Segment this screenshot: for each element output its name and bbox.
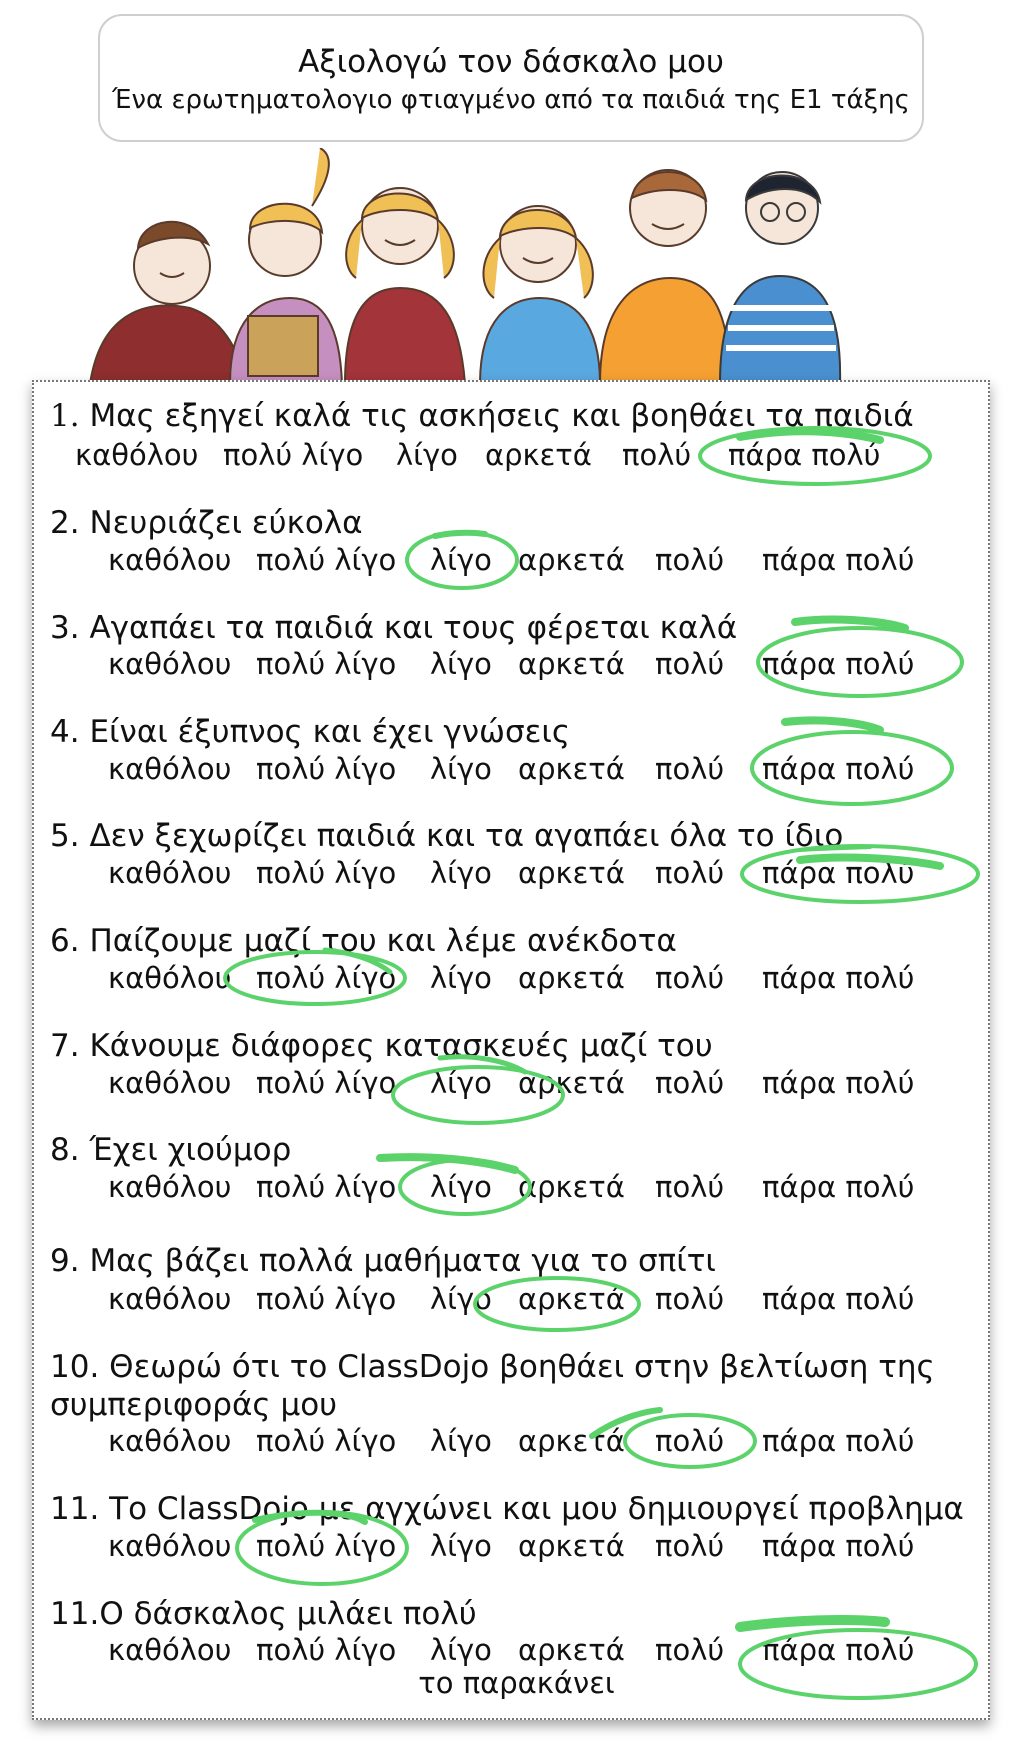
question-10-text: 10. Θεωρώ ότι το ClassDojo βοηθάει στην βελτίωση της xyxy=(50,1349,935,1385)
option-very-much[interactable]: πάρα πολύ xyxy=(762,1282,915,1316)
option-very-little[interactable]: πολύ λίγο xyxy=(256,1633,397,1667)
option-little[interactable]: λίγο xyxy=(396,438,458,472)
question-12-note: το παρακάνει xyxy=(418,1666,615,1700)
question-10-answers xyxy=(0,1421,1033,1461)
option-none[interactable]: καθόλου xyxy=(108,1282,232,1316)
question-5-answers xyxy=(0,853,1033,893)
children-illustration xyxy=(80,148,950,384)
option-enough[interactable]: αρκετά xyxy=(485,438,592,472)
option-enough[interactable]: αρκετά xyxy=(518,961,625,995)
option-much[interactable]: πολύ xyxy=(655,1282,725,1316)
question-12-text: 11.Ο δάσκαλος μιλάει πολύ xyxy=(50,1596,477,1632)
option-enough[interactable]: αρκετά xyxy=(518,752,625,786)
child-figure-1 xyxy=(90,222,245,384)
option-very-little[interactable]: πολύ λίγο xyxy=(256,1170,397,1204)
option-very-little[interactable]: πολύ λίγο xyxy=(256,961,397,995)
option-enough[interactable]: αρκετά xyxy=(518,647,625,681)
question-6-answers xyxy=(0,958,1033,998)
option-much[interactable]: πολύ xyxy=(655,1424,725,1458)
option-much[interactable]: πολύ xyxy=(655,543,725,577)
option-very-little[interactable]: πολύ λίγο xyxy=(256,543,397,577)
option-very-much[interactable]: πάρα πολύ xyxy=(762,543,915,577)
option-very-little[interactable]: πολύ λίγο xyxy=(256,647,397,681)
question-3-text: 3. Αγαπάει τα παιδιά και τους φέρεται καλά xyxy=(50,610,738,646)
question-3-answers xyxy=(0,644,1033,684)
option-enough[interactable]: αρκετά xyxy=(518,543,625,577)
option-enough[interactable]: αρκετά xyxy=(518,1282,625,1316)
child-figure-3 xyxy=(345,188,465,384)
question-8-text: 8. Έχει χιούμορ xyxy=(50,1132,292,1168)
option-much[interactable]: πολύ xyxy=(655,961,725,995)
option-none[interactable]: καθόλου xyxy=(108,752,232,786)
child-figure-4 xyxy=(480,206,600,384)
option-very-little[interactable]: πολύ λίγο xyxy=(256,1529,397,1563)
option-very-much[interactable]: πάρα πολύ xyxy=(762,752,915,786)
option-none[interactable]: καθόλου xyxy=(108,1633,232,1667)
option-little[interactable]: λίγο xyxy=(430,543,492,577)
option-very-little[interactable]: πολύ λίγο xyxy=(256,1282,397,1316)
option-none[interactable]: καθόλου xyxy=(108,647,232,681)
child-figure-6 xyxy=(720,172,840,384)
question-1-answers xyxy=(0,435,1033,475)
option-very-much[interactable]: πάρα πολύ xyxy=(762,1633,915,1667)
option-very-little[interactable]: πολύ λίγο xyxy=(256,752,397,786)
option-none[interactable]: καθόλου xyxy=(108,1424,232,1458)
option-much[interactable]: πολύ xyxy=(655,752,725,786)
option-none[interactable]: καθόλου xyxy=(108,856,232,890)
option-enough[interactable]: αρκετά xyxy=(518,1066,625,1100)
question-11-text: 11. Το ClassDojo με αγχώνει και μου δημιουργεί προβλημα xyxy=(50,1491,964,1527)
option-very-little[interactable]: πολύ λίγο xyxy=(256,856,397,890)
question-9-text: 9. Μας βάζει πολλά μαθήματα για το σπίτι xyxy=(50,1243,716,1279)
option-little[interactable]: λίγο xyxy=(430,1633,492,1667)
option-very-much[interactable]: πάρα πολύ xyxy=(762,647,915,681)
question-2-text: 2. Νευριάζει εύκολα xyxy=(50,505,363,541)
option-little[interactable]: λίγο xyxy=(430,1170,492,1204)
option-much[interactable]: πολύ xyxy=(655,1170,725,1204)
option-none[interactable]: καθόλου xyxy=(75,438,199,472)
option-little[interactable]: λίγο xyxy=(430,1066,492,1100)
option-very-much[interactable]: πάρα πολύ xyxy=(762,961,915,995)
option-very-much[interactable]: πάρα πολύ xyxy=(762,1066,915,1100)
option-none[interactable]: καθόλου xyxy=(108,961,232,995)
page-subtitle: Ένα ερωτηματολογιο φτιαγμένο από τα παιδιά της Ε1 τάξης xyxy=(112,85,910,115)
option-very-much[interactable]: πάρα πολύ xyxy=(762,1529,915,1563)
option-enough[interactable]: αρκετά xyxy=(518,1424,625,1458)
option-very-little[interactable]: πολύ λίγο xyxy=(256,1424,397,1458)
page-title: Αξιολογώ τον δάσκαλο μου xyxy=(298,44,724,80)
question-6-text: 6. Παίζουμε μαζί του και λέμε ανέκδοτα xyxy=(50,923,677,959)
header-box xyxy=(98,14,924,142)
option-enough[interactable]: αρκετά xyxy=(518,856,625,890)
option-very-much[interactable]: πάρα πολύ xyxy=(762,1424,915,1458)
option-little[interactable]: λίγο xyxy=(430,1529,492,1563)
question-4-text: 4. Είναι έξυπνος και έχει γνώσεις xyxy=(50,714,571,750)
option-very-much[interactable]: πάρα πολύ xyxy=(728,438,881,472)
option-very-much[interactable]: πάρα πολύ xyxy=(762,856,915,890)
option-little[interactable]: λίγο xyxy=(430,1424,492,1458)
question-1-text: 1. Μας εξηγεί καλά τις ασκήσεις και βοηθάει τα παιδιά xyxy=(50,398,914,434)
option-very-much[interactable]: πάρα πολύ xyxy=(762,1170,915,1204)
option-little[interactable]: λίγο xyxy=(430,647,492,681)
question-7-text: 7. Κάνουμε διάφορες κατασκευές μαζί του xyxy=(50,1028,713,1064)
question-9-answers xyxy=(0,1279,1033,1319)
option-none[interactable]: καθόλου xyxy=(108,1170,232,1204)
question-5-text: 5. Δεν ξεχωρίζει παιδιά και τα αγαπάει όλα το ίδιο xyxy=(50,818,844,854)
option-much[interactable]: πολύ xyxy=(655,647,725,681)
option-much[interactable]: πολύ xyxy=(655,1529,725,1563)
option-enough[interactable]: αρκετά xyxy=(518,1170,625,1204)
option-much[interactable]: πολύ xyxy=(655,856,725,890)
question-10-text-line2: συμπεριφοράς μου xyxy=(50,1387,338,1423)
option-much[interactable]: πολύ xyxy=(655,1633,725,1667)
option-none[interactable]: καθόλου xyxy=(108,1529,232,1563)
question-8-answers xyxy=(0,1167,1033,1207)
option-very-little[interactable]: πολύ λίγο xyxy=(256,1066,397,1100)
child-figure-5 xyxy=(600,170,730,384)
option-none[interactable]: καθόλου xyxy=(108,543,232,577)
option-much[interactable]: πολύ xyxy=(655,1066,725,1100)
child-figure-2 xyxy=(230,148,342,384)
option-much[interactable]: πολύ xyxy=(622,438,692,472)
option-enough[interactable]: αρκετά xyxy=(518,1529,625,1563)
question-4-answers xyxy=(0,749,1033,789)
question-11-answers xyxy=(0,1526,1033,1566)
option-little[interactable]: λίγο xyxy=(430,961,492,995)
option-very-little[interactable]: πολύ λίγο xyxy=(223,438,364,472)
question-7-answers xyxy=(0,1063,1033,1103)
option-enough[interactable]: αρκετά xyxy=(518,1633,625,1667)
option-little[interactable]: λίγο xyxy=(430,752,492,786)
option-little[interactable]: λίγο xyxy=(430,1282,492,1316)
question-2-answers xyxy=(0,540,1033,580)
option-little[interactable]: λίγο xyxy=(430,856,492,890)
option-none[interactable]: καθόλου xyxy=(108,1066,232,1100)
